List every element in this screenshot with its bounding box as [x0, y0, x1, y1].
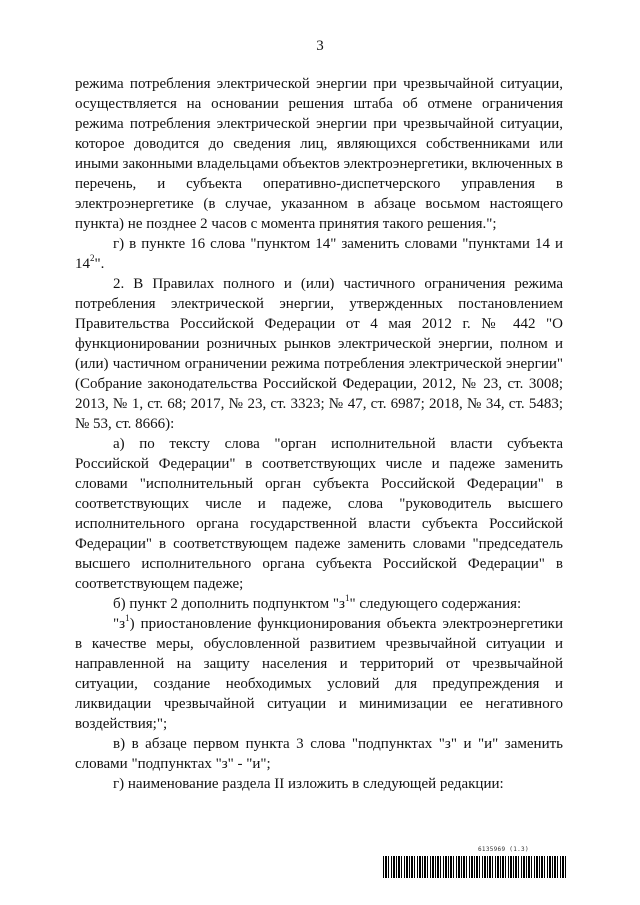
paragraph: в) в абзаце первом пункта 3 слова "подпунктах "з" и "и" заменить словами "подпунктах "з" - "и";	[75, 736, 563, 772]
paragraph: г) в пункте 16 слова "пунктом 14" заменить словами "пунктами 14 и $14^2$".	[75, 236, 563, 272]
barcode	[383, 856, 567, 878]
document-body	[75, 74, 563, 794]
paragraph: г) наименование раздела II изложить в следующей редакции:	[113, 776, 504, 792]
document-code: 6135969 (1.3)	[478, 846, 529, 853]
paragraph: а) по тексту слова "орган исполнительной власти субъекта Российской Федерации" в соответствующих числе и падеже заменить словами "исполнительный орган субъекта Российской Федерации" в соответствующих числе и падеже, слова "руководитель высшего исполнительного органа государственной власти субъекта Российской Федерации" в соответствующем падеже заменить словами "председатель высшего исполнительного органа субъекта Российской Федерации" в соответствующем падеже;	[75, 436, 563, 592]
page-number: 3	[316, 38, 324, 54]
paragraph: режима потребления электрической энергии при чрезвычайной ситуации, осуществляется на основании решения штаба об отмене ограничения режима потребления электрической энергии при чрезвычайной ситуации, которое доводится до сведения лиц, являющихся собственниками или иными законными владельцами объектов электроэнергетики, включенных в перечень, и субъекта оперативно-диспетчерского управления в электроэнергетике (в случае, указанном в абзаце восьмом настоящего пункта) не позднее 2 часов с момента принятия такого решения.";	[75, 76, 563, 232]
paragraph: б) пункт 2 дополнить подпунктом "$з^1$" следующего содержания:	[113, 593, 522, 612]
paragraph: 2. В Правилах полного и (или) частичного ограничения режима потребления электрической энергии, утвержденных постановлением Правительства Российской Федерации от 4 мая 2012 г. № 442 "О функционировании розничных рынков электрической энергии, полном и (или) частичном ограничении режима потребления электрической энергии" (Собрание законодательства Российской Федерации, 2012, № 23, ст. 3008; 2013, № 1, ст. 68; 2017, № 23, ст. 3323; № 47, ст. 6987; 2018, № 34, ст. 5483; № 53, ст. 8666):	[75, 276, 563, 432]
paragraph: "$з^1$) приостановление функционирования объекта электроэнергетики в качестве меры, обусловленной развитием чрезвычайной ситуации и направленной на защиту населения и территорий от чрезвычайной ситуации, создание необходимых условий для предупреждения и ликвидации чрезвычайной ситуации и минимизации ее негативного воздействия;";	[75, 613, 563, 732]
